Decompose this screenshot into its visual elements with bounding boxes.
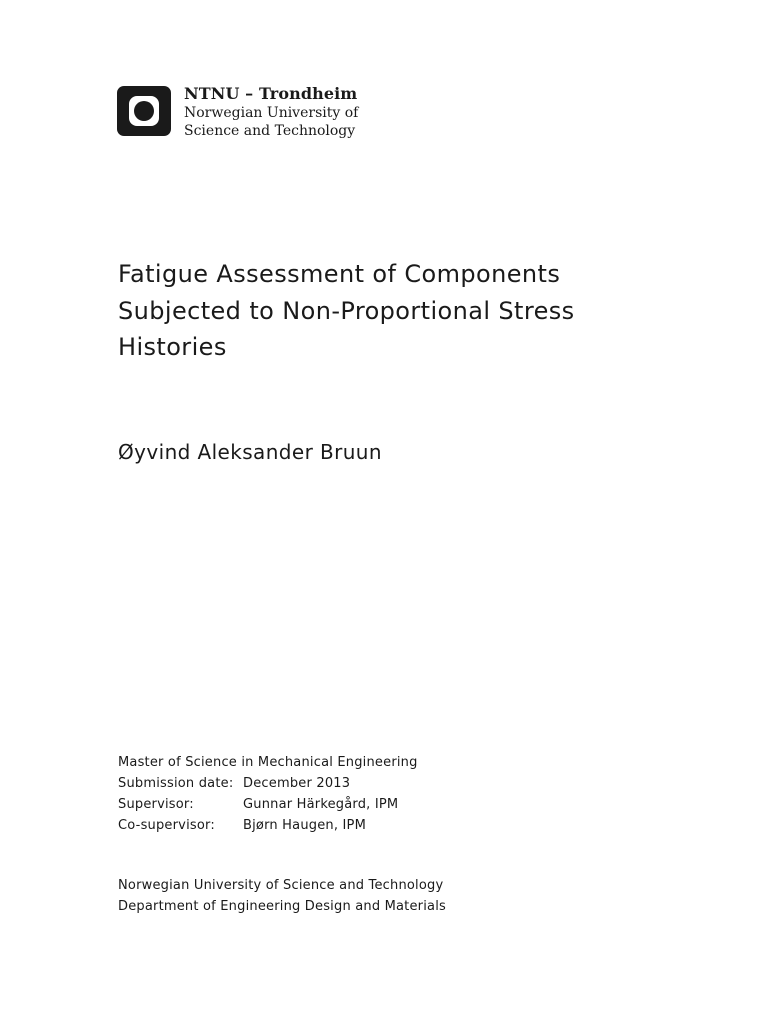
cosupervisor-row — [118, 815, 418, 836]
thesis-details — [118, 752, 418, 836]
ntnu-logo — [117, 86, 358, 140]
title-line-2: Subjected to Non-Proportional Stress — [118, 296, 575, 325]
title-line-3: Histories — [118, 333, 227, 361]
author-name: Øyvind Aleksander Bruun — [118, 440, 382, 464]
ntnu-logo-icon — [117, 86, 171, 136]
cosupervisor-value: Bjørn Haugen, IPM — [243, 818, 366, 833]
title-line-1: Fatigue Assessment of Components — [118, 260, 561, 288]
program-name: Master of Science in Mechanical Engineering — [118, 755, 418, 770]
program-row — [118, 752, 418, 773]
supervisor-row — [118, 794, 418, 815]
logo-line-3: Science and Technology — [184, 123, 356, 139]
submission-label: Submission date: — [118, 776, 234, 791]
thesis-title — [118, 256, 678, 366]
logo-wordmark — [184, 84, 358, 140]
supervisor-value: Gunnar Härkegård, IPM — [243, 797, 399, 812]
supervisor-label: Supervisor: — [118, 797, 194, 812]
institution-block — [118, 875, 446, 917]
logo-line-1: NTNU – Trondheim — [184, 84, 358, 103]
cosupervisor-label: Co-supervisor: — [118, 818, 215, 833]
submission-value: December 2013 — [243, 776, 351, 791]
department-name: Department of Engineering Design and Materials — [118, 899, 446, 914]
logo-line-2: Norwegian University of — [184, 105, 359, 121]
institution-name: Norwegian University of Science and Technology — [118, 878, 444, 893]
submission-row — [118, 773, 418, 794]
